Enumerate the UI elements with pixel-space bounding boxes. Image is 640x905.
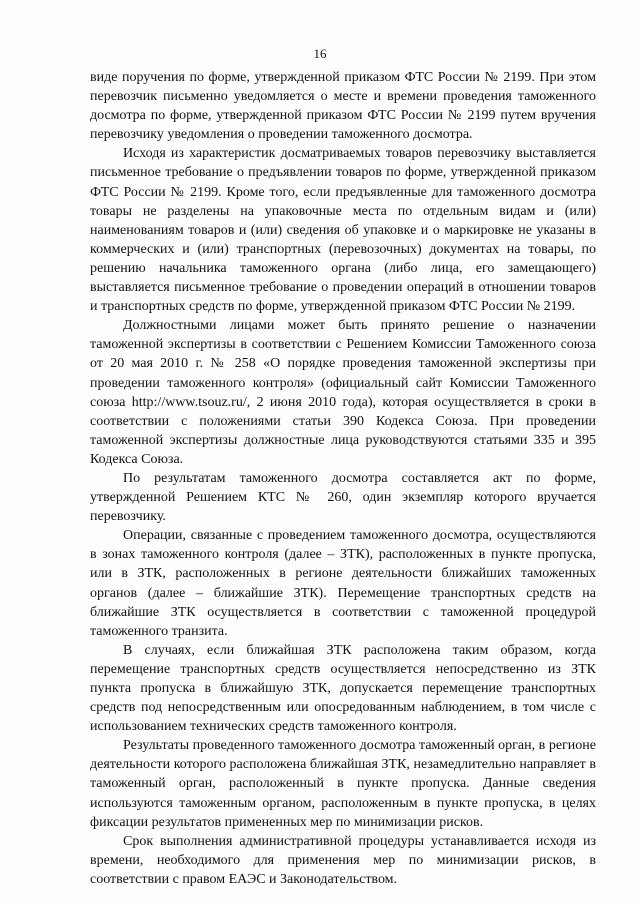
paragraph-continuation: виде поручения по форме, утвержденной приказом ФТС России № 2199. При этом перевозчик письменно уведомляется о месте и времени проведения таможенного досмотра по форме, утвержденной приказом ФТС России № 2199 путем вручения перевозчику уведомления о проведении таможенного досмотра.	[90, 70, 596, 143]
paragraph-inspection-requirement: Исходя из характеристик досматриваемых товаров перевозчику выставляется письменное требование о предъявлении товаров по форме, утвержденной приказом ФТС России № 2199. Кроме того, если предъявленные для таможенного досмотра товары не разделены на упаковочные места по отдельным видам и (или) наименованиям товаров и (или) сведения об упаковке и о маркировке не указаны в коммерческих и (или) транспортных (перевозочных) документах на товары, по решению начальника таможенного органа (либо лица, его замещающего) выставляется письменное требование о проведении операций в отношении товаров и транспортных средств по форме, утвержденной приказом ФТС России № 2199.	[90, 146, 596, 315]
page-number: 16	[313, 46, 327, 61]
paragraph-inspection-act: По результатам таможенного досмотра составляется акт по форме, утвержденной Решением КТС № 260, один экземпляр которого вручается перевозчику.	[90, 470, 596, 525]
document-body	[90, 68, 596, 889]
paragraph-inspection-results: Результаты проведенного таможенного досмотра таможенный орган, в регионе деятельности которого расположена ближайшая ЗТК, незамедлительно направляет в таможенный орган, расположенный в пункте пропуска. Данные сведения используются таможенным органом, расположенным в пункте пропуска, в целях фиксации результатов примененных мер по минимизации рисков.	[90, 738, 596, 830]
paragraph-vehicle-movement: В случаях, если ближайшая ЗТК расположена таким образом, когда перемещение транспортных средств осуществляется непосредственно из ЗТК пункта пропуска в ближайшую ЗТК, допускается перемещение транспортных средств под непосредственным или опосредованным наблюдением, в том числе с использованием технических средств таможенного контроля.	[90, 642, 596, 735]
paragraph-customs-expertise: Должностными лицами может быть принято решение о назначении таможенной экспертизы в соответствии с Решением Комиссии Таможенного союза от 20 мая 2010 г. № 258 «О порядке проведения таможенной экспертизы при проведении таможенного контроля» (официальный сайт Комиссии Таможенного союза http://www.tsouz.ru/, 2 июня 2010 года), которая осуществляется в сроки в соответствии с положениями статьи 390 Кодекса Союза. При проведении таможенной экспертизы должностные лица руководствуются статьями 335 и 395 Кодекса Союза.	[90, 318, 596, 467]
paragraph-control-zones: Операции, связанные с проведением таможенного досмотра, осуществляются в зонах таможенного контроля (далее – ЗТК), расположенных в пункте пропуска, или в ЗТК, расположенных в регионе деятельности ближайших таможенных органов (далее – ближайшие ЗТК). Перемещение транспортных средств на ближайшие ЗТК осуществляется в соответствии с таможенной процедурой таможенного транзита.	[90, 528, 596, 639]
paragraph-procedure-deadline: Срок выполнения административной процедуры устанавливается исходя из времени, необходимого для применения мер по минимизации рисков, в соответствии с правом ЕАЭС и Законодательством.	[90, 833, 596, 887]
